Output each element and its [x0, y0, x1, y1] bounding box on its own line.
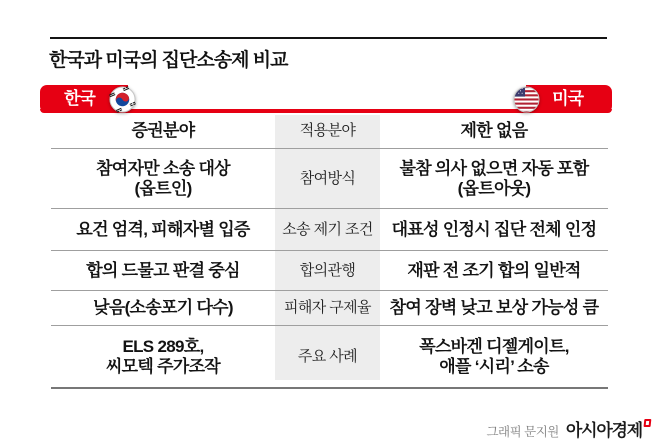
brand-logo-mark: [644, 419, 652, 427]
korea-cell: ELS 289호, 씨모텍 주가조작: [51, 325, 275, 387]
korea-cell: 참여자만 소송 대상 (옵트인): [51, 148, 275, 208]
korea-cell: 요건 엄격, 피해자별 입증: [51, 208, 275, 250]
korea-cell: 낮음(소송포기 다수): [51, 290, 275, 325]
korea-label: 한국: [64, 89, 95, 109]
brand-logo: 아시아경제: [566, 416, 650, 441]
usa-cell: 대표성 인정시 집단 전체 인정: [380, 208, 608, 250]
credit: [486, 416, 650, 441]
usa-flag-icon: [513, 86, 540, 113]
graphic-byline: 그래픽 문지원: [486, 425, 559, 439]
category-cell: 주요 사례: [275, 325, 380, 387]
usa-label: 미국: [552, 89, 583, 109]
category-cell: 적용분야: [299, 121, 356, 139]
comparison-table: [51, 113, 608, 389]
category-cell: 피해자 구제율: [275, 290, 380, 325]
category-cell: 합의관행: [275, 250, 380, 290]
category-cell: 소송 제기 조건: [275, 208, 380, 250]
usa-cell: 불참 의사 없으면 자동 포함 (옵트아웃): [380, 148, 608, 208]
korea-flag-icon: [109, 86, 136, 113]
usa-cell: 폭스바겐 디젤게이트, 애플 ‘시리’ 소송: [380, 325, 608, 387]
page-title: 한국과 미국의 집단소송제 비교: [49, 50, 288, 71]
category-cell: 참여방식: [275, 148, 380, 208]
usa-cell: 제한 없음: [460, 120, 528, 140]
korea-cell: 증권분야: [131, 120, 195, 140]
top-rule: [50, 37, 607, 39]
usa-cell: 참여 장벽 낮고 보상 가능성 큼: [380, 290, 608, 325]
country-header-band: [40, 85, 612, 113]
korea-cell: 합의 드물고 판결 중심: [51, 250, 275, 290]
usa-cell: 재판 전 조기 합의 일반적: [380, 250, 608, 290]
